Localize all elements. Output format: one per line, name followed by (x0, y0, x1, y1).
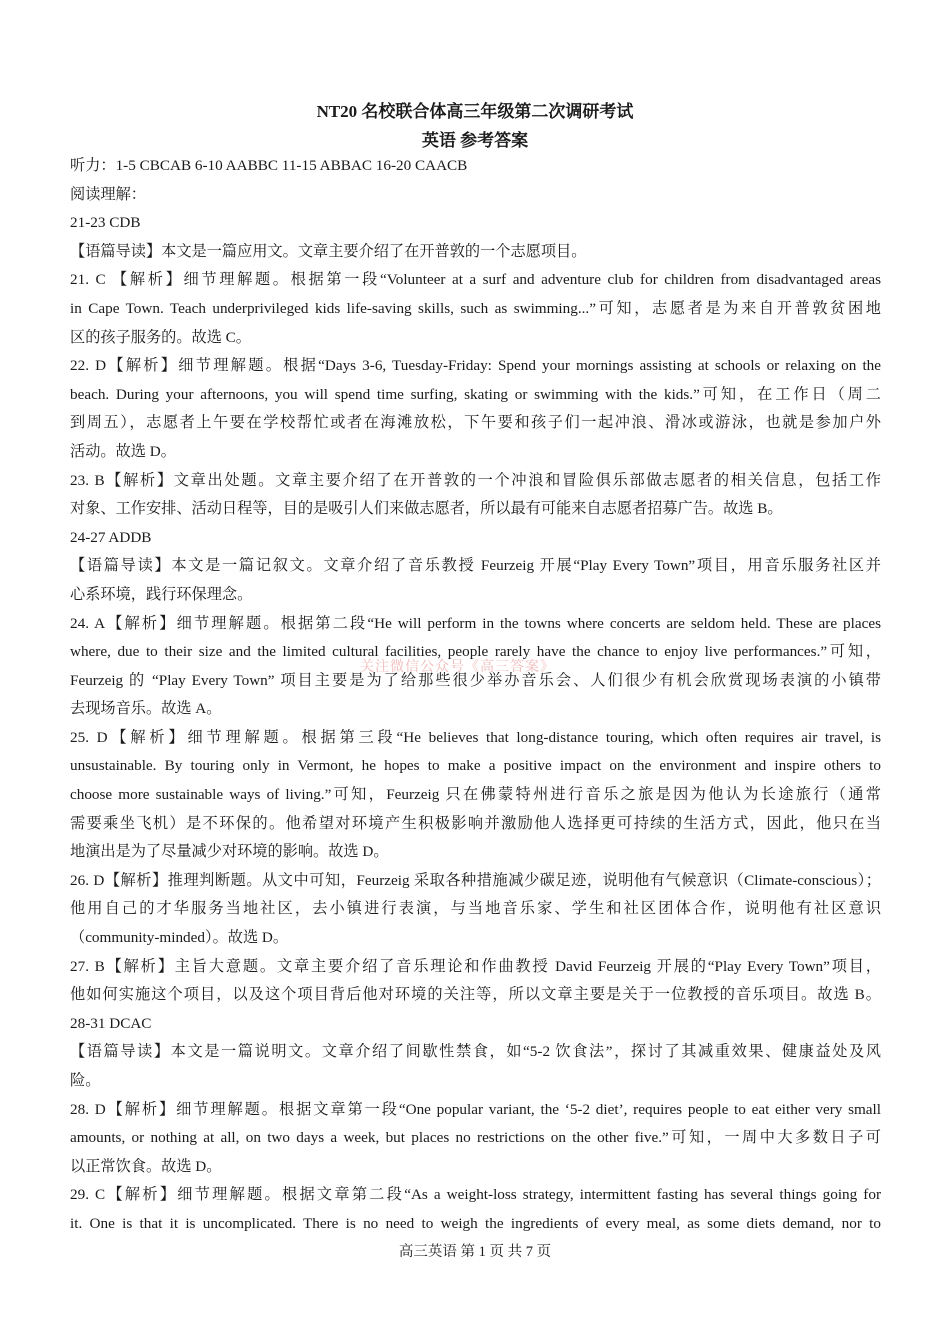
text-line: 险。 (70, 1072, 101, 1089)
text-line: （community-minded）。故选 D。 (70, 929, 289, 947)
text-line: 心系环境，践行环保理念。 (70, 585, 253, 603)
text-line: 27. B【解析】主旨大意题。文章主要介绍了音乐理论和作曲教授 David Feurzeig 开展的“Play Every Town”项目， (70, 957, 881, 975)
text-line: in Cape Town. Teach underprivileged kids life-saving skills, such as swimming...”可知，志愿者是为来自开普敦贫困地 (70, 299, 881, 317)
answer-body (70, 152, 881, 1239)
text-line: 区的孩子服务的。故选 C。 (70, 328, 251, 346)
text-line: where, due to their size and the limited cultural facilities, people rarely have the chance to enjoy live performances.”可知， (70, 643, 881, 661)
text-line: 【语篇导读】本文是一篇应用文。文章主要介绍了在开普敦的一个志愿项目。 (70, 242, 587, 260)
page-title: NT20 名校联合体高三年级第二次调研考试 (316, 102, 634, 121)
text-line: 去现场音乐。故选 A。 (70, 700, 222, 718)
text-line: 他用自己的才华服务当地社区，去小镇进行表演，与当地音乐家、学生和社区团体合作，说明他有社区意识 (70, 900, 881, 918)
text-line: Feurzeig 的 “Play Every Town” 项目主要是为了给那些很少举办音乐会、人们很少有机会欣赏现场表演的小镇带 (70, 671, 881, 689)
text-line: 听力：1-5 CBCAB 6-10 AABBC 11-15 ABBAC 16-20 CAACB (70, 157, 468, 174)
text-line: 28. D【解析】细节理解题。根据文章第一段“One popular variant, the ‘5-2 diet’, requires people to eat either very small (70, 1100, 881, 1118)
text-line: 29. C【解析】细节理解题。根据文章第二段“As a weight-loss strategy, intermittent fasting has several things going for (70, 1186, 881, 1204)
text-line: 地演出是为了尽量减少对环境的影响。故选 D。 (70, 843, 389, 861)
text-line: 24-27 ADDB (70, 528, 152, 546)
text-line: amounts, or nothing at all, on two days a week, but places no restrictions on the other five.”可知，一周中大多数日子可 (70, 1129, 881, 1147)
text-line: choose more sustainable ways of living.”可知，Feurzeig 只在佛蒙特州进行音乐之旅是因为他认为长途旅行（通常 (70, 786, 881, 804)
text-line: 26. D【解析】推理判断题。从文中可知，Feurzeig 采取各种措施减少碳足迹，说明他有气候意识（Climate-conscious）； (70, 871, 881, 889)
page-footer: 高三英语 第 1 页 共 7 页 (398, 1244, 552, 1260)
text-line: 到周五），志愿者上午要在学校帮忙或者在海滩放松，下午要和孩子们一起冲浪、滑冰或游泳，也就是参加户外 (70, 414, 881, 432)
text-line: 24. A【解析】细节理解题。根据第二段“He will perform in the towns where concerts are seldom held. These are places (70, 614, 881, 632)
text-line: 28-31 DCAC (70, 1014, 152, 1032)
text-line: unsustainable. By touring only in Vermont, he hopes to make a positive impact on the environment and inspire others to (70, 757, 881, 775)
text-line: 21. C 【解析】细节理解题。根据第一段“Volunteer at a surf and adventure club for children from disadvantaged areas (70, 271, 881, 289)
text-line: 23. B【解析】文章出处题。文章主要介绍了在开普敦的一个冲浪和冒险俱乐部做志愿者的相关信息，包括工作 (70, 471, 881, 489)
text-line: 需要乘坐飞机）是不环保的。他希望对环境产生积极影响并激励他人选择更可持续的生活方式，因此，他只在当 (70, 814, 881, 832)
text-line: 21-23 CDB (70, 214, 141, 232)
text-line: beach. During your afternoons, you will spend time surfing, skating or swimming with the kids.”可知，在工作日（周二 (70, 385, 881, 403)
watermark: 关注微信公众号《高三答案》 (360, 660, 555, 675)
text-line: 22. D【解析】细节理解题。根据“Days 3-6, Tuesday-Friday: Spend your mornings assisting at schools or relaxing on the (70, 357, 881, 375)
text-line: 活动。故选 D。 (70, 442, 176, 460)
text-line: 【语篇导读】本文是一篇说明文。文章介绍了间歇性禁食，如“5-2 饮食法”，探讨了其减重效果、健康益处及风 (70, 1043, 881, 1061)
page-subtitle: 英语 参考答案 (421, 131, 529, 150)
text-line: 【语篇导读】本文是一篇记叙文。文章介绍了音乐教授 Feurzeig 开展“Play Every Town”项目，用音乐服务社区并 (70, 557, 881, 575)
text-line: 阅读理解： (70, 185, 146, 203)
text-line: 他如何实施这个项目，以及这个项目背后他对环境的关注等，所以文章主要是关于一位教授的音乐项目。故选 B。 (70, 986, 881, 1004)
text-line: 对象、工作安排、活动日程等，目的是吸引人们来做志愿者，所以最有可能来自志愿者招募广告。故选 B。 (70, 500, 783, 518)
text-line: 25. D【解析】细节理解题。根据第三段“He believes that long-distance touring, which often requires air travel, is (70, 728, 881, 746)
text-line: it. One is that it is uncomplicated. There is no need to weigh the ingredients of every meal, as some diets demand, nor to (70, 1214, 881, 1232)
text-line: 以正常饮食。故选 D。 (70, 1157, 222, 1175)
